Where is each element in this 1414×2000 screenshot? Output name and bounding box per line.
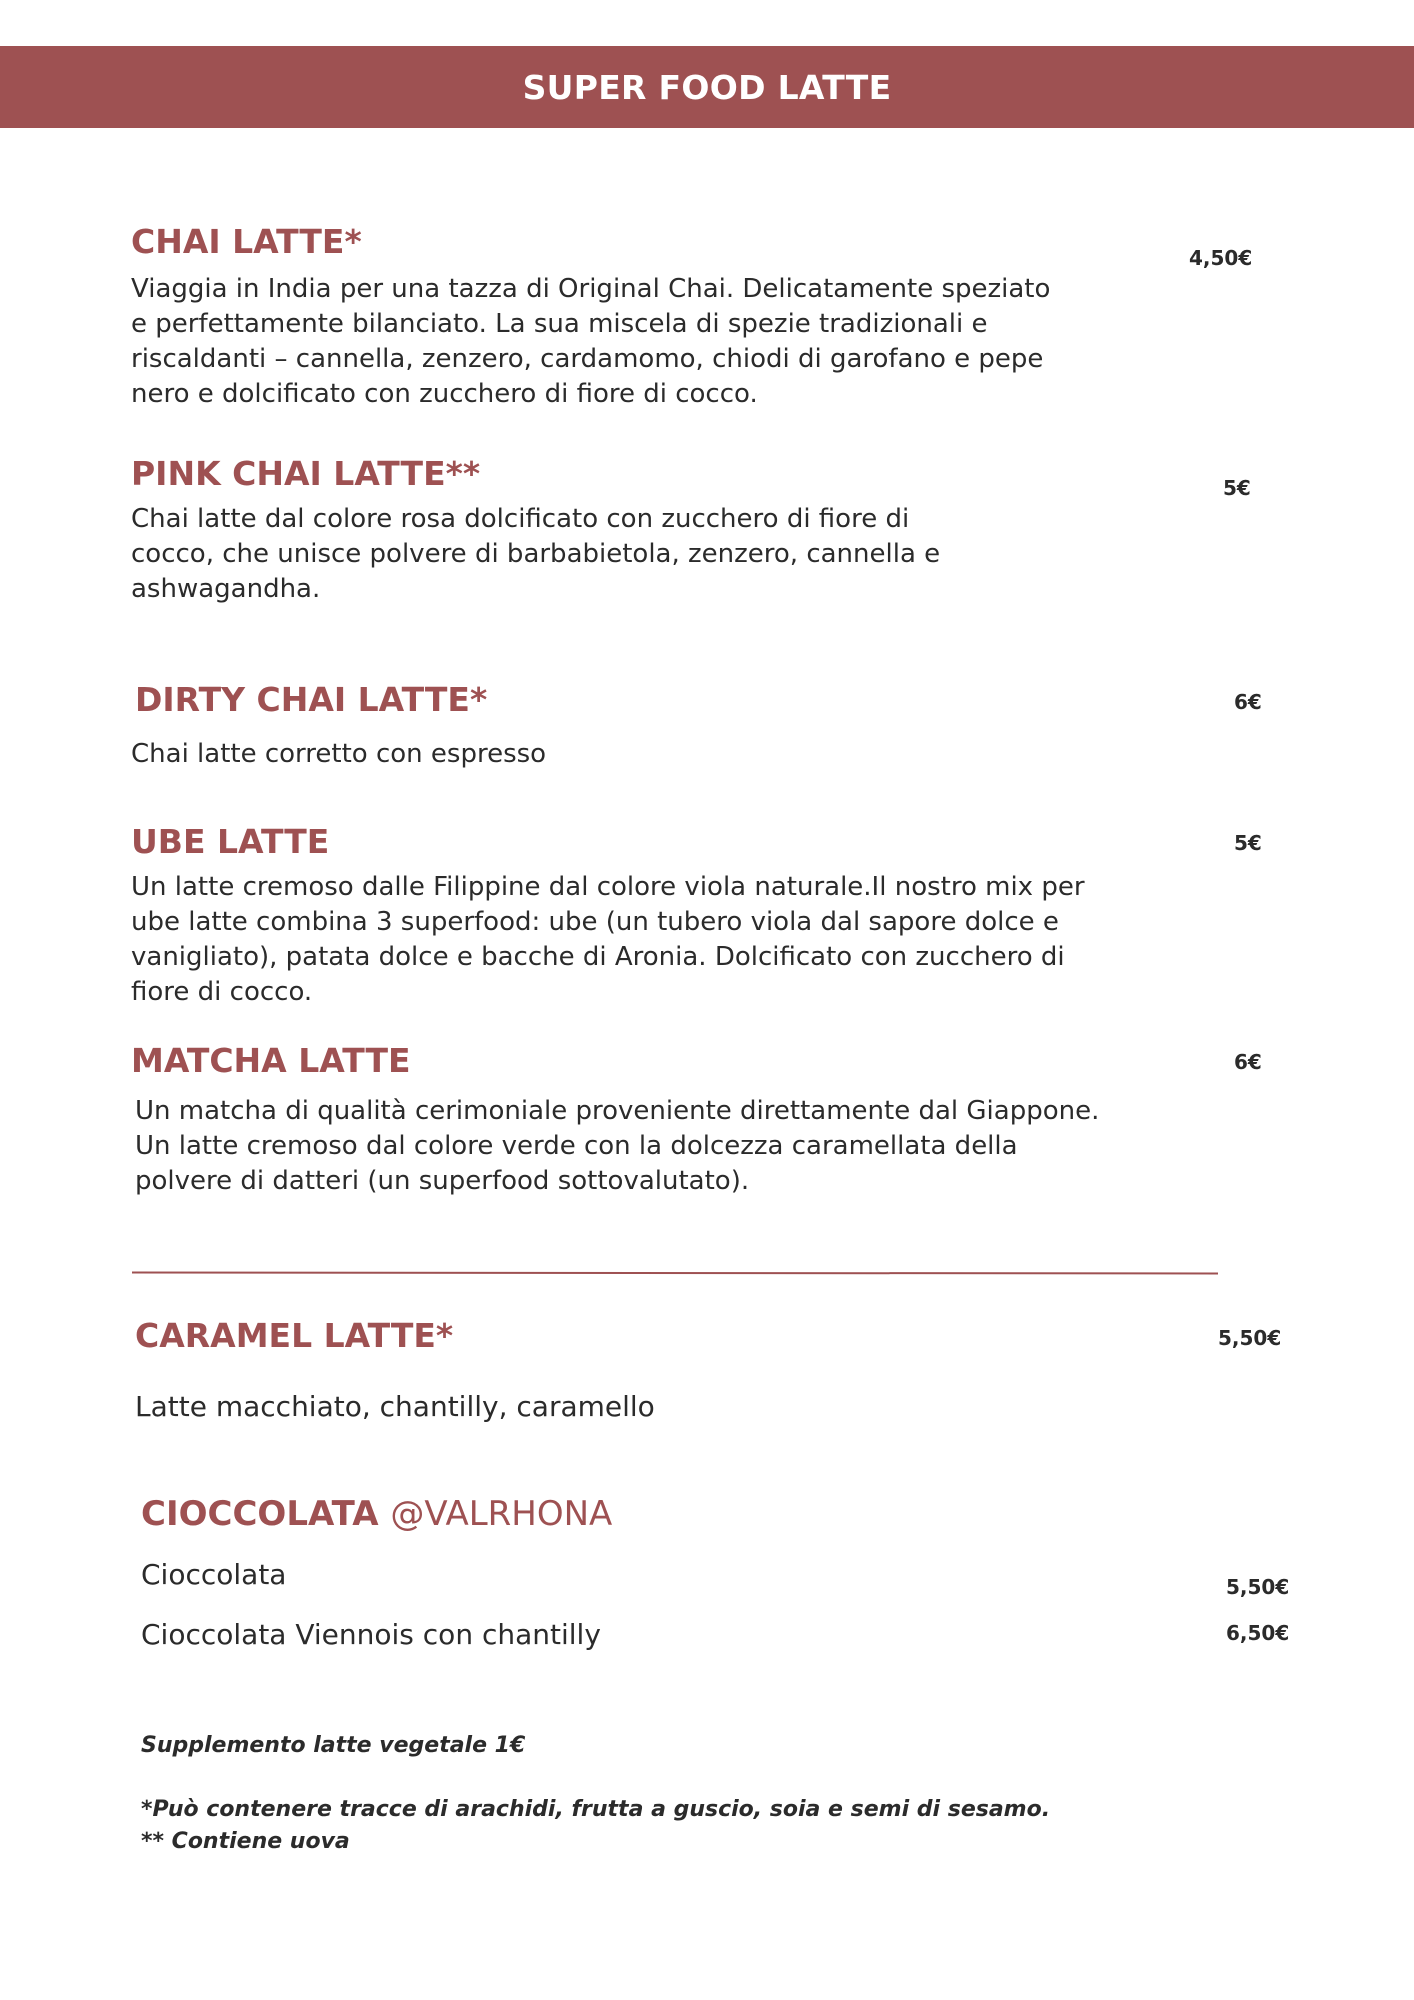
chocolate-option-label: Cioccolata bbox=[141, 1558, 287, 1591]
item-description-pink-chai-latte: Chai latte dal colore rosa dolcificato con zucchero di fiore di cocco, che unisce polvere di barbabietola, zenzero, cannella e ashwagandha. bbox=[131, 504, 941, 604]
item-title-chai-latte: CHAI LATTE* bbox=[131, 222, 362, 261]
item-title-matcha-latte: MATCHA LATTE bbox=[131, 1041, 411, 1080]
item-title-caramel-latte: CARAMEL LATTE* bbox=[135, 1316, 454, 1355]
item-price-dirty-chai-latte: 6€ bbox=[1234, 690, 1262, 714]
menu-header-banner bbox=[0, 46, 1414, 128]
plant-milk-supplement-note: Supplemento latte vegetale 1€ bbox=[141, 1733, 526, 1758]
item-description-caramel-latte: Latte macchiato, chantilly, caramello bbox=[135, 1390, 655, 1423]
item-price-matcha-latte: 6€ bbox=[1234, 1050, 1262, 1074]
item-title-dirty-chai-latte: DIRTY CHAI LATTE* bbox=[135, 680, 488, 719]
item-description-ube-latte: Un latte cremoso dalle Filippine dal colore viola naturale.Il nostro mix per ube latte combina 3 superfood: ube (un tubero viola dal sapore dolce e vanigliato), patata dolce e bacche di Aronia. Dolcificato con zucchero di fiore di cocco. bbox=[131, 872, 1085, 1007]
item-price-caramel-latte: 5,50€ bbox=[1218, 1326, 1282, 1350]
menu-header-title: SUPER FOOD LATTE bbox=[522, 67, 892, 107]
section-divider bbox=[132, 1272, 1218, 1275]
item-title-pink-chai-latte: PINK CHAI LATTE** bbox=[131, 454, 481, 493]
item-price-ube-latte: 5€ bbox=[1234, 831, 1262, 855]
item-price-chai-latte: 4,50€ bbox=[1189, 246, 1253, 270]
chocolate-viennois-label: Cioccolata Viennois con chantilly bbox=[141, 1618, 601, 1651]
egg-note: ** Contiene uova bbox=[141, 1829, 350, 1854]
chocolate-title: CIOCCOLATA bbox=[141, 1494, 379, 1534]
item-description-dirty-chai-latte: Chai latte corretto con espresso bbox=[131, 739, 547, 769]
allergen-note: *Può contenere tracce di arachidi, frutta a guscio, soia e semi di sesamo. bbox=[141, 1797, 1051, 1822]
chocolate-section-title bbox=[141, 1494, 612, 1534]
item-description-chai-latte: Viaggia in India per una tazza di Original Chai. Delicatamente speziato e perfettamente bilanciato. La sua miscela di spezie tradizionali e riscaldanti – cannella, zenzero, cardamomo, chiodi di garofano e pepe nero e dolcificato con zucchero di fiore di cocco. bbox=[131, 274, 1051, 409]
chocolate-option-price: 5,50€ bbox=[1226, 1575, 1290, 1599]
item-description-matcha-latte: Un matcha di qualità cerimoniale proveniente direttamente dal Giappone. Un latte cremoso dal colore verde con la dolcezza caramellata della polvere di datteri (un superfood sottovalutato). bbox=[135, 1096, 1100, 1196]
chocolate-brand: @VALRHONA bbox=[390, 1494, 613, 1534]
chocolate-viennois-price: 6,50€ bbox=[1226, 1621, 1290, 1645]
item-price-pink-chai-latte: 5€ bbox=[1223, 476, 1251, 500]
item-title-ube-latte: UBE LATTE bbox=[131, 822, 330, 861]
